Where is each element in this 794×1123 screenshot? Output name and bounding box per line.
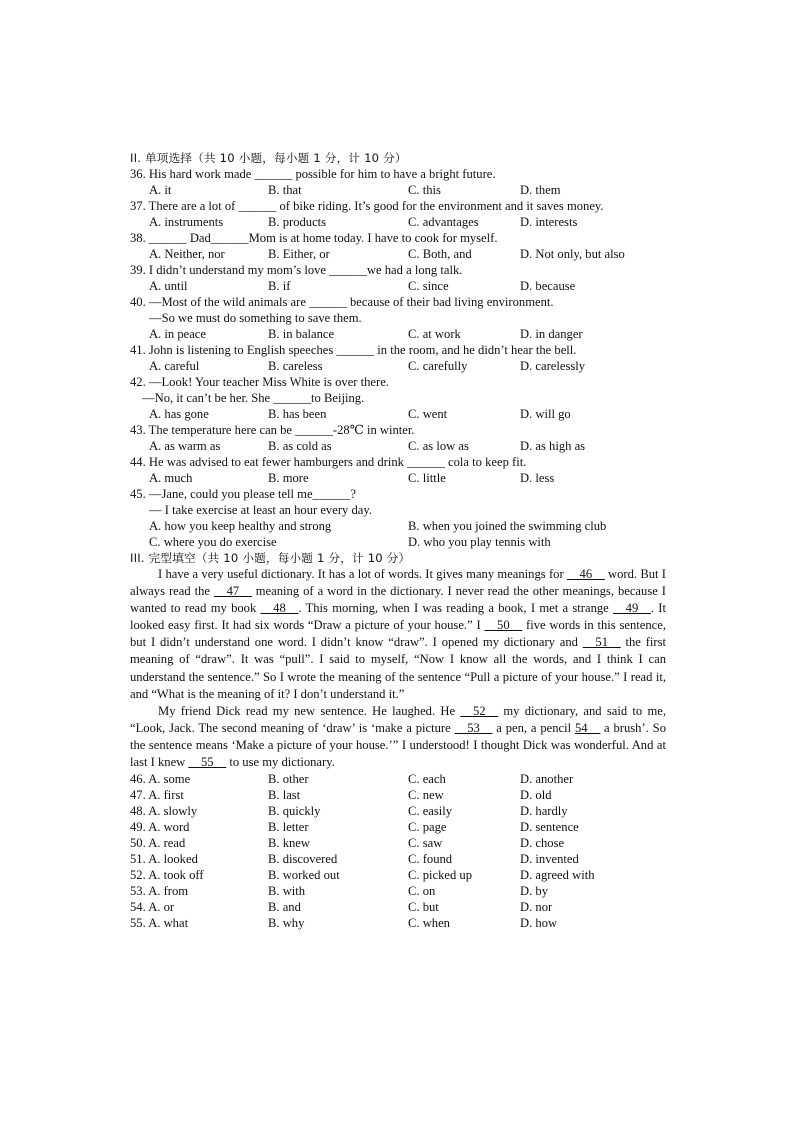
option-b: B. why [268, 916, 305, 931]
option-d: D. sentence [520, 820, 579, 835]
question-44-options [130, 470, 666, 486]
option-c: C. each [408, 772, 446, 787]
blank-54: 54__ [574, 720, 601, 735]
cloze-text: word. But I always read the [130, 567, 666, 599]
option-a: 53. A. from [130, 884, 189, 899]
option-a: 46. A. some [130, 772, 191, 787]
cloze-text: meaning of a word in the dictionary. I never read the other meanings, because I wanted to read my book [130, 584, 666, 616]
option-a: 55. A. what [130, 916, 189, 931]
option-d: D. hardly [520, 804, 568, 819]
option-d: D. will go [520, 407, 571, 421]
option-a: A. careful [149, 359, 200, 373]
cloze-paragraph-2 [130, 703, 666, 771]
option-b: B. if [268, 279, 291, 293]
cloze-text: five words in this sentence, but I didn’t understand one word. I didn’t know “draw”. I opened my dictionary and [130, 618, 666, 650]
cloze-option-row [130, 899, 666, 915]
cloze-text: my dictionary, and said to me, “Look, Jack. The second meaning of ‘draw’ is ‘make a picture [130, 703, 666, 735]
question-42-stem: 42. —Look! Your teacher Miss White is over there. [130, 375, 389, 389]
blank-48: __48__ [260, 601, 299, 616]
cloze-option-row [130, 867, 666, 883]
cloze-option-row [130, 787, 666, 803]
cloze-text: I have a very useful dictionary. It has a lot of words. It gives many meanings for [158, 567, 567, 581]
option-b: B. careless [268, 359, 323, 373]
option-a: A. much [149, 471, 193, 485]
option-a: 49. A. word [130, 820, 190, 835]
option-d: D. in danger [520, 327, 583, 341]
option-d: D. how [520, 916, 558, 931]
blank-53: __53__ [454, 720, 493, 735]
option-d: D. another [520, 772, 574, 787]
cloze-text: . This morning, when I was reading a book, I met a strange [298, 601, 614, 616]
option-d: D. by [520, 884, 548, 899]
option-b: B. other [268, 772, 309, 787]
option-c: C. this [408, 183, 441, 197]
question-40-reply: —So we must do something to save them. [149, 311, 362, 325]
option-c: C. little [408, 471, 446, 485]
option-c: C. saw [408, 836, 443, 851]
option-b: B. has been [268, 407, 327, 421]
option-d: D. Not only, but also [520, 247, 625, 261]
question-42-reply: —No, it can’t be her. She ______to Beijing. [142, 391, 365, 405]
option-c: C. since [408, 279, 449, 293]
question-40-options [130, 326, 666, 342]
option-c: C. new [408, 788, 444, 803]
option-d: D. old [520, 788, 552, 803]
option-a: A. Neither, nor [149, 247, 225, 261]
question-38-options [130, 246, 666, 262]
option-a: A. as warm as [149, 439, 221, 453]
option-c: C. easily [408, 804, 453, 819]
question-41-options [130, 358, 666, 374]
option-b: B. and [268, 900, 301, 915]
question-45-reply: — I take exercise at least an hour every day. [149, 503, 372, 517]
cloze-option-row [130, 851, 666, 867]
option-a: A. how you keep healthy and strong [149, 519, 332, 533]
option-a: 54. A. or [130, 900, 175, 915]
question-42-options [130, 406, 666, 422]
cloze-option-row [130, 915, 666, 931]
option-a: 52. A. took off [130, 868, 204, 883]
cloze-paragraph-1 [130, 566, 666, 703]
option-a: A. instruments [149, 215, 224, 229]
question-36-options [130, 182, 666, 198]
cloze-text: the first meaning of “draw”. It was “pull”. I said to myself, “Now I know all the words, and I think I can understand the sentence.” So I wrote the meaning of the sentence “Pull a picture of your house.” I read it, and “What is the meaning of it? I don’t understand it.” [130, 635, 666, 701]
option-d: D. who you play tennis with [408, 535, 551, 549]
option-c: C. but [408, 900, 439, 915]
option-c: C. picked up [408, 868, 473, 883]
option-a: 51. A. looked [130, 852, 198, 867]
cloze-option-row [130, 819, 666, 835]
option-b: B. more [268, 471, 309, 485]
question-37-stem: 37. There are a lot of ______ of bike riding. It’s good for the environment and it saves money. [130, 199, 604, 213]
cloze-text: a pen, a pencil [492, 720, 575, 735]
question-39-options [130, 278, 666, 294]
option-d: D. less [520, 471, 555, 485]
option-a: 47. A. first [130, 788, 184, 803]
cloze-option-row [130, 803, 666, 819]
option-d: D. agreed with [520, 868, 595, 883]
option-c: C. Both, and [408, 247, 472, 261]
option-a: A. has gone [149, 407, 209, 421]
option-a: A. until [149, 279, 188, 293]
blank-51: __51__ [582, 635, 621, 650]
option-b: B. letter [268, 820, 309, 835]
question-40-stem: 40. —Most of the wild animals are ______ because of their bad living environment. [130, 295, 554, 309]
question-44-stem: 44. He was advised to eat fewer hamburgers and drink ______ cola to keep fit. [130, 455, 527, 469]
blank-47: __47__ [213, 584, 252, 599]
blank-49: __49__ [613, 601, 651, 616]
question-37-options [130, 214, 666, 230]
cloze-option-row [130, 835, 666, 851]
question-45-options-row1 [130, 518, 666, 534]
cloze-option-row [130, 883, 666, 899]
option-c: C. went [408, 407, 448, 421]
question-45-stem: 45. —Jane, could you please tell me______? [130, 487, 356, 501]
option-d: D. invented [520, 852, 579, 867]
option-b: B. last [268, 788, 301, 803]
section-3-heading: III. 完型填空（共 10 小题，每小题 1 分，计 10 分） [130, 551, 411, 565]
option-c: C. advantages [408, 215, 479, 229]
option-b: B. as cold as [268, 439, 332, 453]
option-d: D. them [520, 183, 561, 197]
option-b: B. worked out [268, 868, 340, 883]
blank-52: __52__ [460, 703, 499, 718]
option-c: C. at work [408, 327, 461, 341]
question-36-stem: 36. His hard work made ______ possible for him to have a bright future. [130, 167, 496, 181]
cloze-options [130, 771, 666, 931]
question-38-stem: 38. ______ Dad______Mom is at home today. I have to cook for myself. [130, 231, 498, 245]
option-d: D. because [520, 279, 576, 293]
option-d: D. chose [520, 836, 565, 851]
option-b: B. when you joined the swimming club [408, 519, 607, 533]
option-c: C. page [408, 820, 447, 835]
option-d: D. nor [520, 900, 553, 915]
question-43-options [130, 438, 666, 454]
option-a: A. it [149, 183, 172, 197]
cloze-text: to use my dictionary. [226, 755, 335, 770]
option-c: C. when [408, 916, 450, 931]
question-45-options-row2 [130, 534, 666, 550]
option-a: A. in peace [149, 327, 206, 341]
cloze-text: My friend Dick read my new sentence. He laughed. He [158, 703, 461, 718]
option-b: B. quickly [268, 804, 321, 819]
option-c: C. as low as [408, 439, 469, 453]
cloze-text: . It looked easy first. It had six words “Draw a picture of your house.” I [130, 601, 666, 633]
blank-55: __55__ [188, 755, 227, 770]
option-b: B. Either, or [268, 247, 330, 261]
option-a: 50. A. read [130, 836, 186, 851]
blank-46: __46__ [566, 567, 605, 581]
question-39-stem: 39. I didn’t understand my mom’s love ______we had a long talk. [130, 263, 463, 277]
option-d: D. interests [520, 215, 578, 229]
option-c: C. where you do exercise [149, 535, 277, 549]
option-c: C. carefully [408, 359, 468, 373]
option-b: B. that [268, 183, 302, 197]
option-b: B. discovered [268, 852, 338, 867]
cloze-option-row [130, 771, 666, 787]
option-b: B. in balance [268, 327, 335, 341]
blank-50: __50__ [484, 618, 523, 633]
option-c: C. on [408, 884, 436, 899]
question-43-stem: 43. The temperature here can be ______-28℃ in winter. [130, 423, 415, 437]
question-41-stem: 41. John is listening to English speeches ______ in the room, and he didn’t hear the bell. [130, 343, 577, 357]
option-d: D. as high as [520, 439, 586, 453]
exam-page [130, 150, 666, 931]
option-d: D. carelessly [520, 359, 586, 373]
section-2-heading: II. 单项选择（共 10 小题，每小题 1 分，计 10 分） [130, 151, 407, 165]
cloze-text: a brush’. So the sentence means ‘Make a picture of your house.’” I understood! I thought Dick was wonderful. And at last I knew [130, 720, 666, 770]
option-b: B. with [268, 884, 306, 899]
option-b: B. products [268, 215, 327, 229]
option-c: C. found [408, 852, 453, 867]
option-a: 48. A. slowly [130, 804, 198, 819]
option-b: B. knew [268, 836, 310, 851]
